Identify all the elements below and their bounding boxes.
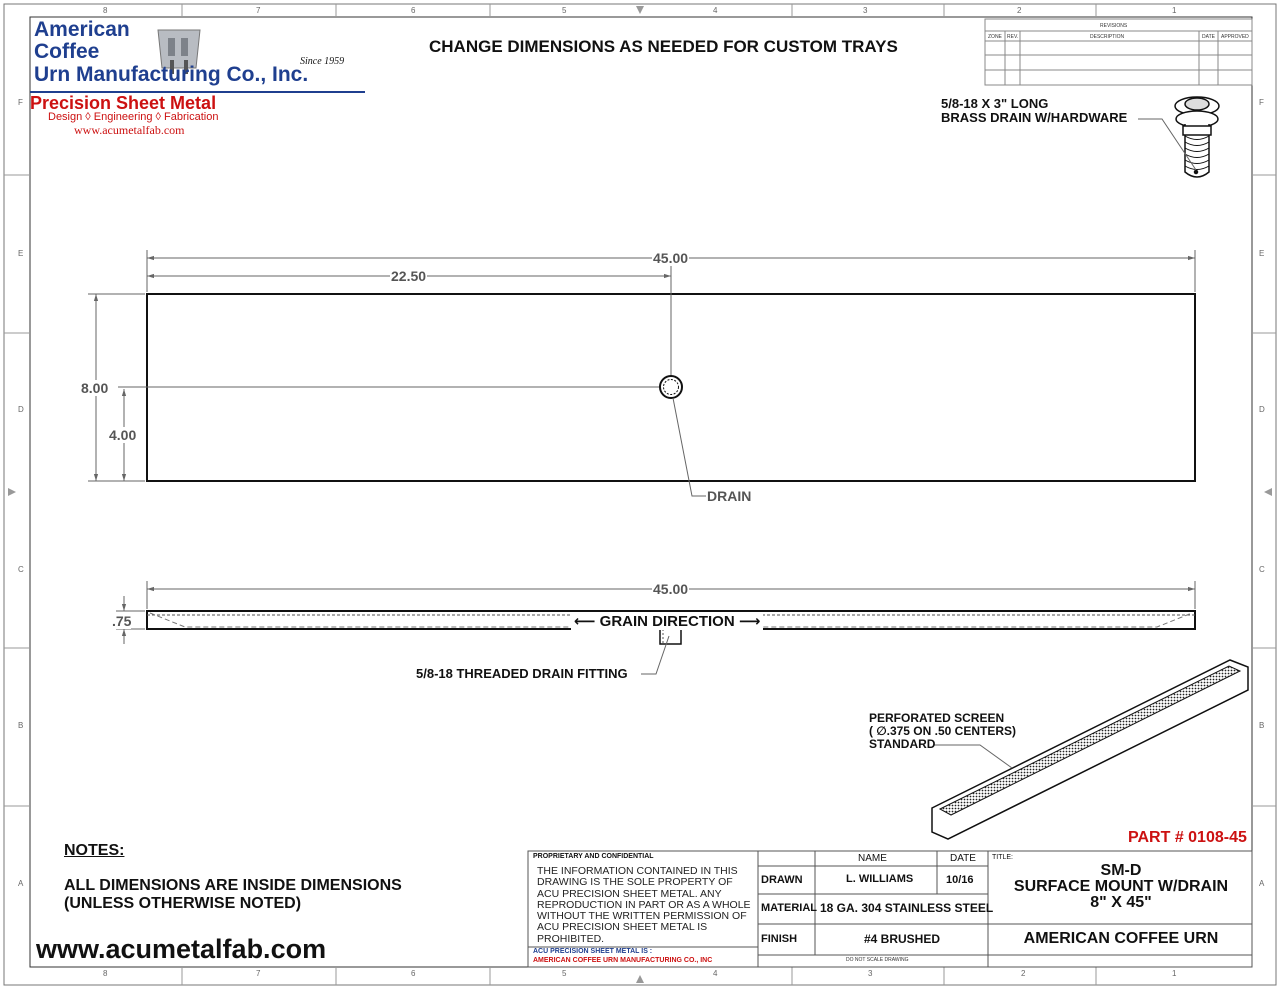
revisions-col-description: DESCRIPTION bbox=[1090, 34, 1125, 40]
zone-col-2: 2 bbox=[1017, 6, 1022, 15]
center-marks bbox=[8, 6, 1272, 983]
drawn-date: 10/16 bbox=[946, 874, 974, 886]
brass-drain-art bbox=[1138, 97, 1219, 177]
material-value: 18 GA. 304 STAINLESS STEEL bbox=[820, 901, 994, 915]
acu-line2: AMERICAN COFFEE URN MANUFACTURING CO., INC bbox=[533, 957, 713, 964]
perforated-screen-callout bbox=[869, 712, 1016, 751]
name-header: NAME bbox=[858, 853, 887, 864]
zone-col-2-bottom: 2 bbox=[1021, 969, 1026, 978]
footer-url[interactable]: www.acumetalfab.com bbox=[36, 934, 327, 964]
title-line1: SM-D bbox=[1100, 862, 1142, 879]
revisions-col-rev: REV. bbox=[1007, 34, 1019, 40]
logo-line-coffee: Coffee bbox=[34, 40, 100, 63]
prop-text-line: REPRODUCTION IN PART OR AS A WHOLE bbox=[537, 898, 751, 911]
zone-col-4-bottom: 4 bbox=[713, 969, 718, 978]
notes-heading: NOTES: bbox=[64, 842, 125, 859]
zone-col-8: 8 bbox=[103, 6, 108, 15]
zone-ticks bbox=[4, 4, 1276, 985]
grain-direction-label: ⟵ GRAIN DIRECTION ⟶ bbox=[571, 612, 763, 630]
dim-4-00: 4.00 bbox=[109, 427, 137, 443]
zone-row-a-right: A bbox=[1259, 879, 1265, 888]
acu-line1: ACU PRECISION SHEET METAL IS : bbox=[533, 948, 653, 955]
threaded-fitting-callout: 5/8-18 THREADED DRAIN FITTING bbox=[416, 666, 628, 681]
prop-text-line: DRAWING IS THE SOLE PROPERTY OF bbox=[537, 876, 733, 889]
date-header: DATE bbox=[950, 853, 976, 864]
zone-row-a: A bbox=[18, 879, 24, 888]
prop-text bbox=[537, 866, 751, 945]
logo-line-urn: Urn Manufacturing Co., Inc. bbox=[34, 63, 309, 86]
zone-col-3: 3 bbox=[863, 6, 868, 15]
revisions-col-approved: APPROVED bbox=[1221, 34, 1249, 40]
zone-col-6: 6 bbox=[411, 6, 416, 15]
dim-8-00: 8.00 bbox=[81, 380, 109, 396]
zone-col-4: 4 bbox=[713, 6, 718, 15]
prop-text-line: ACU PRECISION SHEET METAL IS bbox=[537, 921, 708, 934]
dim-22-50: 22.50 bbox=[391, 268, 427, 284]
title-line2: SURFACE MOUNT W/DRAIN bbox=[1013, 878, 1229, 895]
finish-value: #4 BRUSHED bbox=[864, 932, 941, 946]
prop-text-line: PROHIBITED. bbox=[537, 932, 605, 945]
zone-row-b: B bbox=[18, 721, 24, 730]
logo-line-american: American bbox=[34, 18, 130, 41]
prop-text-line: WITHOUT THE WRITTEN PERMISSION OF bbox=[537, 910, 747, 923]
prop-text-line: THE INFORMATION CONTAINED IN THIS bbox=[537, 865, 738, 877]
logo-tagline: Precision Sheet Metal bbox=[30, 93, 217, 113]
zone-col-6-bottom: 6 bbox=[411, 969, 416, 978]
zone-row-f-right: F bbox=[1259, 98, 1264, 107]
screen-line3: STANDARD bbox=[869, 737, 936, 751]
zone-col-1-bottom: 1 bbox=[1172, 969, 1177, 978]
drain-callout: DRAIN bbox=[707, 488, 752, 504]
drawing-header-title: CHANGE DIMENSIONS AS NEEDED FOR CUSTOM TRAYS bbox=[429, 37, 898, 56]
zone-row-e-right: E bbox=[1259, 249, 1265, 258]
dim-45-top: 45.00 bbox=[653, 250, 689, 266]
zone-row-e: E bbox=[18, 249, 24, 258]
company-name: AMERICAN COFFEE URN bbox=[1023, 930, 1219, 947]
brass-drain-line2: BRASS DRAIN W/HARDWARE bbox=[941, 110, 1128, 125]
zone-row-c: C bbox=[18, 565, 24, 574]
title-line3: 8" X 45" bbox=[1090, 894, 1152, 911]
material-label: MATERIAL bbox=[761, 902, 818, 914]
notes-body bbox=[64, 877, 402, 913]
zone-row-f: F bbox=[18, 98, 23, 107]
zone-col-8-bottom: 8 bbox=[103, 969, 108, 978]
dim-45-side: 45.00 bbox=[653, 581, 689, 597]
logo-services: Design ◊ Engineering ◊ Fabrication bbox=[48, 111, 219, 123]
finish-label: FINISH bbox=[761, 933, 798, 945]
screen-line2: ( ∅.375 ON .50 CENTERS) bbox=[869, 724, 1016, 738]
zone-col-7: 7 bbox=[256, 6, 261, 15]
prop-text-line: ACU PRECISION SHEET METAL. ANY bbox=[537, 887, 722, 900]
zone-col-7-bottom: 7 bbox=[256, 969, 261, 978]
revisions-col-date: DATE bbox=[1202, 34, 1215, 40]
drawn-name: L. WILLIAMS bbox=[846, 873, 914, 885]
drawn-label: DRAWN bbox=[761, 874, 803, 886]
zone-row-d-right: D bbox=[1259, 405, 1265, 414]
revisions-title: REVISIONS bbox=[1100, 23, 1128, 29]
zone-row-d: D bbox=[18, 405, 24, 414]
notes-line1: ALL DIMENSIONS ARE INSIDE DIMENSIONS bbox=[64, 877, 402, 894]
dim-0-75: .75 bbox=[112, 613, 132, 629]
screen-line1: PERFORATED SCREEN bbox=[869, 711, 1005, 725]
zone-row-b-right: B bbox=[1259, 721, 1265, 730]
brass-drain-callout bbox=[941, 97, 1127, 125]
title-label: TITLE: bbox=[992, 854, 1014, 861]
no-scale-note: DO NOT SCALE DRAWING bbox=[846, 957, 909, 963]
brass-drain-line1: 5/8-18 X 3" LONG bbox=[941, 96, 1049, 111]
logo-since: Since 1959 bbox=[300, 56, 345, 67]
company-logo bbox=[34, 19, 308, 87]
zone-row-c-right: C bbox=[1259, 565, 1265, 574]
logo-url[interactable]: www.acumetalfab.com bbox=[74, 123, 185, 137]
part-number: PART # 0108-45 bbox=[1128, 829, 1247, 846]
revisions-col-zone: ZONE bbox=[988, 34, 1002, 40]
notes-line2: (UNLESS OTHERWISE NOTED) bbox=[64, 895, 302, 912]
plan-view bbox=[88, 250, 1195, 496]
zone-col-5: 5 bbox=[562, 6, 567, 15]
prop-heading: PROPRIETARY AND CONFIDENTIAL bbox=[533, 853, 654, 860]
zone-col-5-bottom: 5 bbox=[562, 969, 567, 978]
drawing-title bbox=[990, 863, 1252, 911]
inner-border bbox=[30, 17, 1252, 967]
zone-col-1: 1 bbox=[1172, 6, 1177, 15]
zone-col-3-bottom: 3 bbox=[868, 969, 873, 978]
outer-border bbox=[4, 4, 1276, 985]
